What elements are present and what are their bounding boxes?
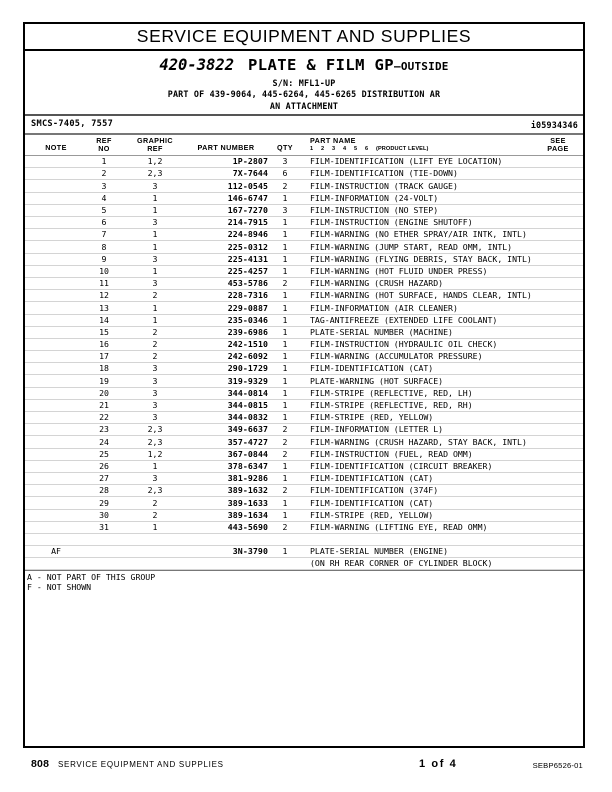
group-number: 420-3822 [159,56,235,74]
table-row [25,412,583,424]
column-header-part-number: PART NUMBER [197,143,255,153]
cell-ref-no: 24 [99,436,109,447]
cell-part-name: FILM-IDENTIFICATION (TIE-DOWN) [310,168,458,179]
cell-part-name: FILM-WARNING (LIFTING EYE, READ OMM) [310,521,488,532]
footer-section-name: SERVICE EQUIPMENT AND SUPPLIES [58,760,224,769]
cell-qty: 1 [282,217,288,228]
cell-qty: 2 [282,521,288,532]
table-row [25,254,583,266]
table-row [25,315,583,327]
cell-part-number: 367-0844 [227,448,268,459]
cell-part-name: FILM-IDENTIFICATION (CAT) [310,473,434,484]
table-row [25,290,583,302]
cell-ref-no: 15 [99,326,109,337]
cell-part-number: 378-6347 [227,460,268,471]
cell-part-number: 349-6637 [227,424,268,435]
cell-part-name: TAG-ANTIFREEZE (EXTENDED LIFE COOLANT) [310,314,498,325]
footer-sheet-of: 1 of 4 [419,758,458,770]
table-row [25,388,583,400]
cell-qty: 3 [282,156,288,167]
cell-part-number: 290-1729 [227,363,268,374]
table-row [25,241,583,253]
cell-part-number: 225-0312 [227,241,268,252]
cell-part-name: FILM-INSTRUCTION (ENGINE SHUTOFF) [310,217,473,228]
cell-part-number: 344-0814 [227,387,268,398]
cell-graphic-ref: 1 [152,192,158,203]
cell-ref-no: 16 [99,339,109,350]
cell-ref-no: 21 [99,400,109,411]
page-footer [23,758,585,774]
cell-qty: 2 [282,180,288,191]
cell-ref-no: 20 [99,387,109,398]
cell-graphic-ref: 3 [152,387,158,398]
product-level-6: 6 [365,146,369,153]
product-level-1: 1 [310,146,314,153]
table-row [25,327,583,339]
table-row [25,180,583,192]
cell-part-number: 319-9329 [227,375,268,386]
table-row [25,278,583,290]
cell-graphic-ref: 1 [152,302,158,313]
cell-part-number: 389-1633 [227,497,268,508]
cell-part-name: FILM-INFORMATION (LETTER L) [310,424,444,435]
column-header-see-page-line2: PAGE [547,144,569,154]
cell-graphic-ref: 3 [152,363,158,374]
cell-graphic-ref: 1 [152,241,158,252]
product-level-5: 5 [354,146,358,153]
cell-part-number: 167-7270 [227,205,268,216]
cell-part-number: 389-1632 [227,485,268,496]
cell-part-name: FILM-IDENTIFICATION (CAT) [310,497,434,508]
cell-ref-no: 8 [101,241,107,252]
column-header-graphic-ref-line1: GRAPHIC [137,136,173,146]
cell-graphic-ref: 2,3 [147,436,163,447]
footnotes-block [25,570,583,592]
cell-part-number: 443-5690 [227,521,268,532]
cell-ref-no: 3 [101,180,107,191]
cell-ref-no: 4 [101,192,107,203]
cell-part-name: FILM-IDENTIFICATION (LIFT EYE LOCATION) [310,156,503,167]
column-header-ref-no-line1: REF [96,136,112,146]
table-row [25,266,583,278]
cell-ref-no: 13 [99,302,109,313]
cell-qty: 1 [282,351,288,362]
cell-part-name: FILM-STRIPE (RED, YELLOW) [310,412,434,423]
cell-graphic-ref: 2,3 [147,485,163,496]
cell-part-number: 225-4131 [227,253,268,264]
cell-note: AF [51,546,61,557]
cell-qty: 1 [282,546,288,557]
cell-qty: 2 [282,278,288,289]
cell-ref-no: 9 [101,253,107,264]
cell-part-name: FILM-INSTRUCTION (HYDRAULIC OIL CHECK) [310,339,498,350]
cell-qty: 1 [282,314,288,325]
cell-part-name: FILM-WARNING (ACCUMULATOR PRESSURE) [310,351,483,362]
cell-qty: 1 [282,387,288,398]
table-column-header [25,135,583,156]
serial-number-line: S/N: MFL1-UP [272,77,336,88]
cell-ref-no: 14 [99,314,109,325]
cell-qty: 1 [282,290,288,301]
part-of-line: PART OF 439-9064, 445-6264, 445-6265 DISTRIBUTION AR [167,89,441,100]
cell-part-name: FILM-IDENTIFICATION (CIRCUIT BREAKER) [310,460,493,471]
group-name: PLATE & FILM GP [248,56,395,74]
cell-ref-no: 18 [99,363,109,374]
cell-part-name: FILM-WARNING (FLYING DEBRIS, STAY BACK, INTL) [310,253,532,264]
cell-part-name: FILM-WARNING (HOT SURFACE, HANDS CLEAR, INTL) [310,290,532,301]
column-header-note: NOTE [45,143,67,153]
column-header-part-name: PART NAME [310,136,356,146]
table-row [25,375,583,387]
cell-part-number: 344-0832 [227,412,268,423]
table-row [25,339,583,351]
table-row [25,351,583,363]
table-row [25,436,583,448]
cell-qty: 1 [282,192,288,203]
cell-part-name: FILM-INSTRUCTION (FUEL, READ OMM) [310,448,473,459]
column-header-graphic-ref [126,137,184,153]
cell-part-name: FILM-STRIPE (RED, YELLOW) [310,509,434,520]
cell-part-number: 112-0545 [227,180,268,191]
cell-graphic-ref: 3 [152,473,158,484]
column-header-ref-no-line2: NO [98,144,110,154]
cell-part-name: PLATE-SERIAL NUMBER (ENGINE) [310,546,449,557]
cell-part-number: 1P-2807 [232,156,268,167]
cell-graphic-ref: 1 [152,460,158,471]
cell-qty: 1 [282,375,288,386]
cell-ref-no: 25 [99,448,109,459]
table-row [25,217,583,229]
cell-part-number: 229-0887 [227,302,268,313]
cell-ref-no: 2 [101,168,107,179]
cell-ref-no: 26 [99,460,109,471]
group-title-line [25,57,583,75]
table-row [25,546,583,558]
cell-part-number: 344-0815 [227,400,268,411]
cell-qty: 2 [282,485,288,496]
cell-part-number: 239-6986 [227,326,268,337]
cell-ref-no: 6 [101,217,107,228]
cell-qty: 1 [282,241,288,252]
table-row [25,363,583,375]
cell-qty: 1 [282,265,288,276]
cell-qty: 1 [282,326,288,337]
cell-part-name: FILM-INFORMATION (AIR CLEANER) [310,302,458,313]
cell-ref-no: 1 [101,156,107,167]
document-title-band [25,24,583,51]
table-row-spacer [25,534,583,546]
cell-part-number: 7X-7644 [232,168,268,179]
cell-part-number: 3N-3790 [232,546,268,557]
cell-graphic-ref: 3 [152,375,158,386]
cell-graphic-ref: 3 [152,180,158,191]
cell-graphic-ref: 3 [152,400,158,411]
cell-ref-no: 11 [99,278,109,289]
cell-part-name: FILM-WARNING (CRUSH HAZARD) [310,278,444,289]
table-row [25,522,583,534]
cell-part-name: FILM-IDENTIFICATION (CAT) [310,363,434,374]
table-row [25,461,583,473]
cell-qty: 1 [282,339,288,350]
cell-graphic-ref: 1,2 [147,448,163,459]
smcs-row [25,116,583,135]
cell-part-number: 453-5786 [227,278,268,289]
cell-graphic-ref: 2 [152,351,158,362]
cell-part-name: (ON RH REAR CORNER OF CYLINDER BLOCK) [310,558,493,569]
column-header-see-page [538,137,578,153]
cell-qty: 1 [282,460,288,471]
cell-part-number: 235-0346 [227,314,268,325]
cell-qty: 6 [282,168,288,179]
cell-graphic-ref: 2,3 [147,168,163,179]
table-row [25,497,583,509]
cell-part-name: FILM-INSTRUCTION (NO STEP) [310,205,439,216]
cell-qty: 1 [282,509,288,520]
column-header-qty: QTY [277,143,293,153]
table-row [25,449,583,461]
table-row [25,229,583,241]
cell-part-number: 228-7316 [227,290,268,301]
cell-graphic-ref: 1 [152,521,158,532]
cell-ref-no: 7 [101,229,107,240]
cell-graphic-ref: 3 [152,278,158,289]
cell-graphic-ref: 3 [152,253,158,264]
footer-page-number: 808 [31,758,50,770]
cell-qty: 2 [282,436,288,447]
cell-part-number: 224-8946 [227,229,268,240]
cell-ref-no: 30 [99,509,109,520]
cell-ref-no: 27 [99,473,109,484]
cell-qty: 1 [282,412,288,423]
page-title: SERVICE EQUIPMENT AND SUPPLIES [136,26,472,46]
cell-graphic-ref: 1 [152,265,158,276]
product-level-3: 3 [332,146,336,153]
cell-ref-no: 29 [99,497,109,508]
table-row [25,510,583,522]
footer-document-id: SEBP6526-01 [532,761,583,770]
cell-part-number: 381-9286 [227,473,268,484]
cell-graphic-ref: 2 [152,339,158,350]
table-row [25,558,583,570]
cell-ref-no: 10 [99,265,109,276]
group-heading-block [25,51,583,116]
cell-ref-no: 17 [99,351,109,362]
cell-graphic-ref: 2,3 [147,424,163,435]
product-level-2: 2 [321,146,325,153]
document-page-frame [23,22,585,748]
cell-qty: 1 [282,400,288,411]
cell-graphic-ref: 3 [152,217,158,228]
column-header-graphic-ref-line2: REF [147,144,163,154]
cell-graphic-ref: 1 [152,229,158,240]
cell-qty: 1 [282,473,288,484]
cell-graphic-ref: 2 [152,497,158,508]
column-header-ref-no [82,137,126,153]
parts-table-body [25,156,583,570]
table-row [25,193,583,205]
footnote-line: A - NOT PART OF THIS GROUP [27,572,156,583]
table-row [25,168,583,180]
table-row [25,424,583,436]
cell-part-number: 242-6092 [227,351,268,362]
cell-part-name: FILM-IDENTIFICATION (374F) [310,485,439,496]
column-header-see-page-line1: SEE [550,136,566,146]
column-header-product-levels [310,146,428,152]
cell-qty: 1 [282,229,288,240]
cell-graphic-ref: 1 [152,205,158,216]
group-suffix: –OUTSIDE [394,60,449,73]
cell-part-number: 225-4257 [227,265,268,276]
cell-part-name: PLATE-SERIAL NUMBER (MACHINE) [310,326,453,337]
cell-part-number: 357-4727 [227,436,268,447]
table-row [25,205,583,217]
cell-part-number: 214-7915 [227,217,268,228]
cell-ref-no: 22 [99,412,109,423]
product-level-4: 4 [343,146,347,153]
cell-qty: 3 [282,205,288,216]
cell-qty: 1 [282,363,288,374]
cell-part-name: FILM-INFORMATION (24-VOLT) [310,192,439,203]
table-row [25,156,583,168]
cell-ref-no: 31 [99,521,109,532]
cell-graphic-ref: 2 [152,290,158,301]
cell-part-number: 389-1634 [227,509,268,520]
cell-part-name: FILM-WARNING (JUMP START, READ OMM, INTL) [310,241,513,252]
cell-part-name: FILM-STRIPE (REFLECTIVE, RED, LH) [310,387,473,398]
cell-qty: 2 [282,448,288,459]
cell-part-name: FILM-WARNING (HOT FLUID UNDER PRESS) [310,265,488,276]
cell-qty: 2 [282,424,288,435]
smcs-code: SMCS-7405, 7557 [31,119,114,130]
cell-qty: 1 [282,497,288,508]
cell-part-name: FILM-INSTRUCTION (TRACK GAUGE) [310,180,458,191]
table-row [25,473,583,485]
cell-graphic-ref: 2 [152,509,158,520]
document-reference-id: i05934346 [530,120,578,131]
cell-part-name: FILM-WARNING (CRUSH HAZARD, STAY BACK, INTL) [310,436,527,447]
cell-graphic-ref: 2 [152,326,158,337]
cell-ref-no: 12 [99,290,109,301]
cell-part-number: 146-6747 [227,192,268,203]
cell-qty: 1 [282,302,288,313]
cell-part-name: FILM-WARNING (NO ETHER SPRAY/AIR INTK, INTL) [310,229,527,240]
cell-part-number: 242-1510 [227,339,268,350]
product-level-label: (PRODUCT LEVEL) [376,146,429,153]
cell-graphic-ref: 1,2 [147,156,163,167]
table-row [25,485,583,497]
cell-part-name: PLATE-WARNING (HOT SURFACE) [310,375,444,386]
table-row [25,302,583,314]
cell-qty: 1 [282,253,288,264]
footnote-line: F - NOT SHOWN [27,582,92,593]
cell-ref-no: 19 [99,375,109,386]
cell-part-name: FILM-STRIPE (REFLECTIVE, RED, RH) [310,400,473,411]
cell-graphic-ref: 1 [152,314,158,325]
attachment-line: AN ATTACHMENT [269,100,339,111]
cell-ref-no: 28 [99,485,109,496]
cell-ref-no: 5 [101,205,107,216]
cell-ref-no: 23 [99,424,109,435]
table-row [25,400,583,412]
cell-graphic-ref: 3 [152,412,158,423]
